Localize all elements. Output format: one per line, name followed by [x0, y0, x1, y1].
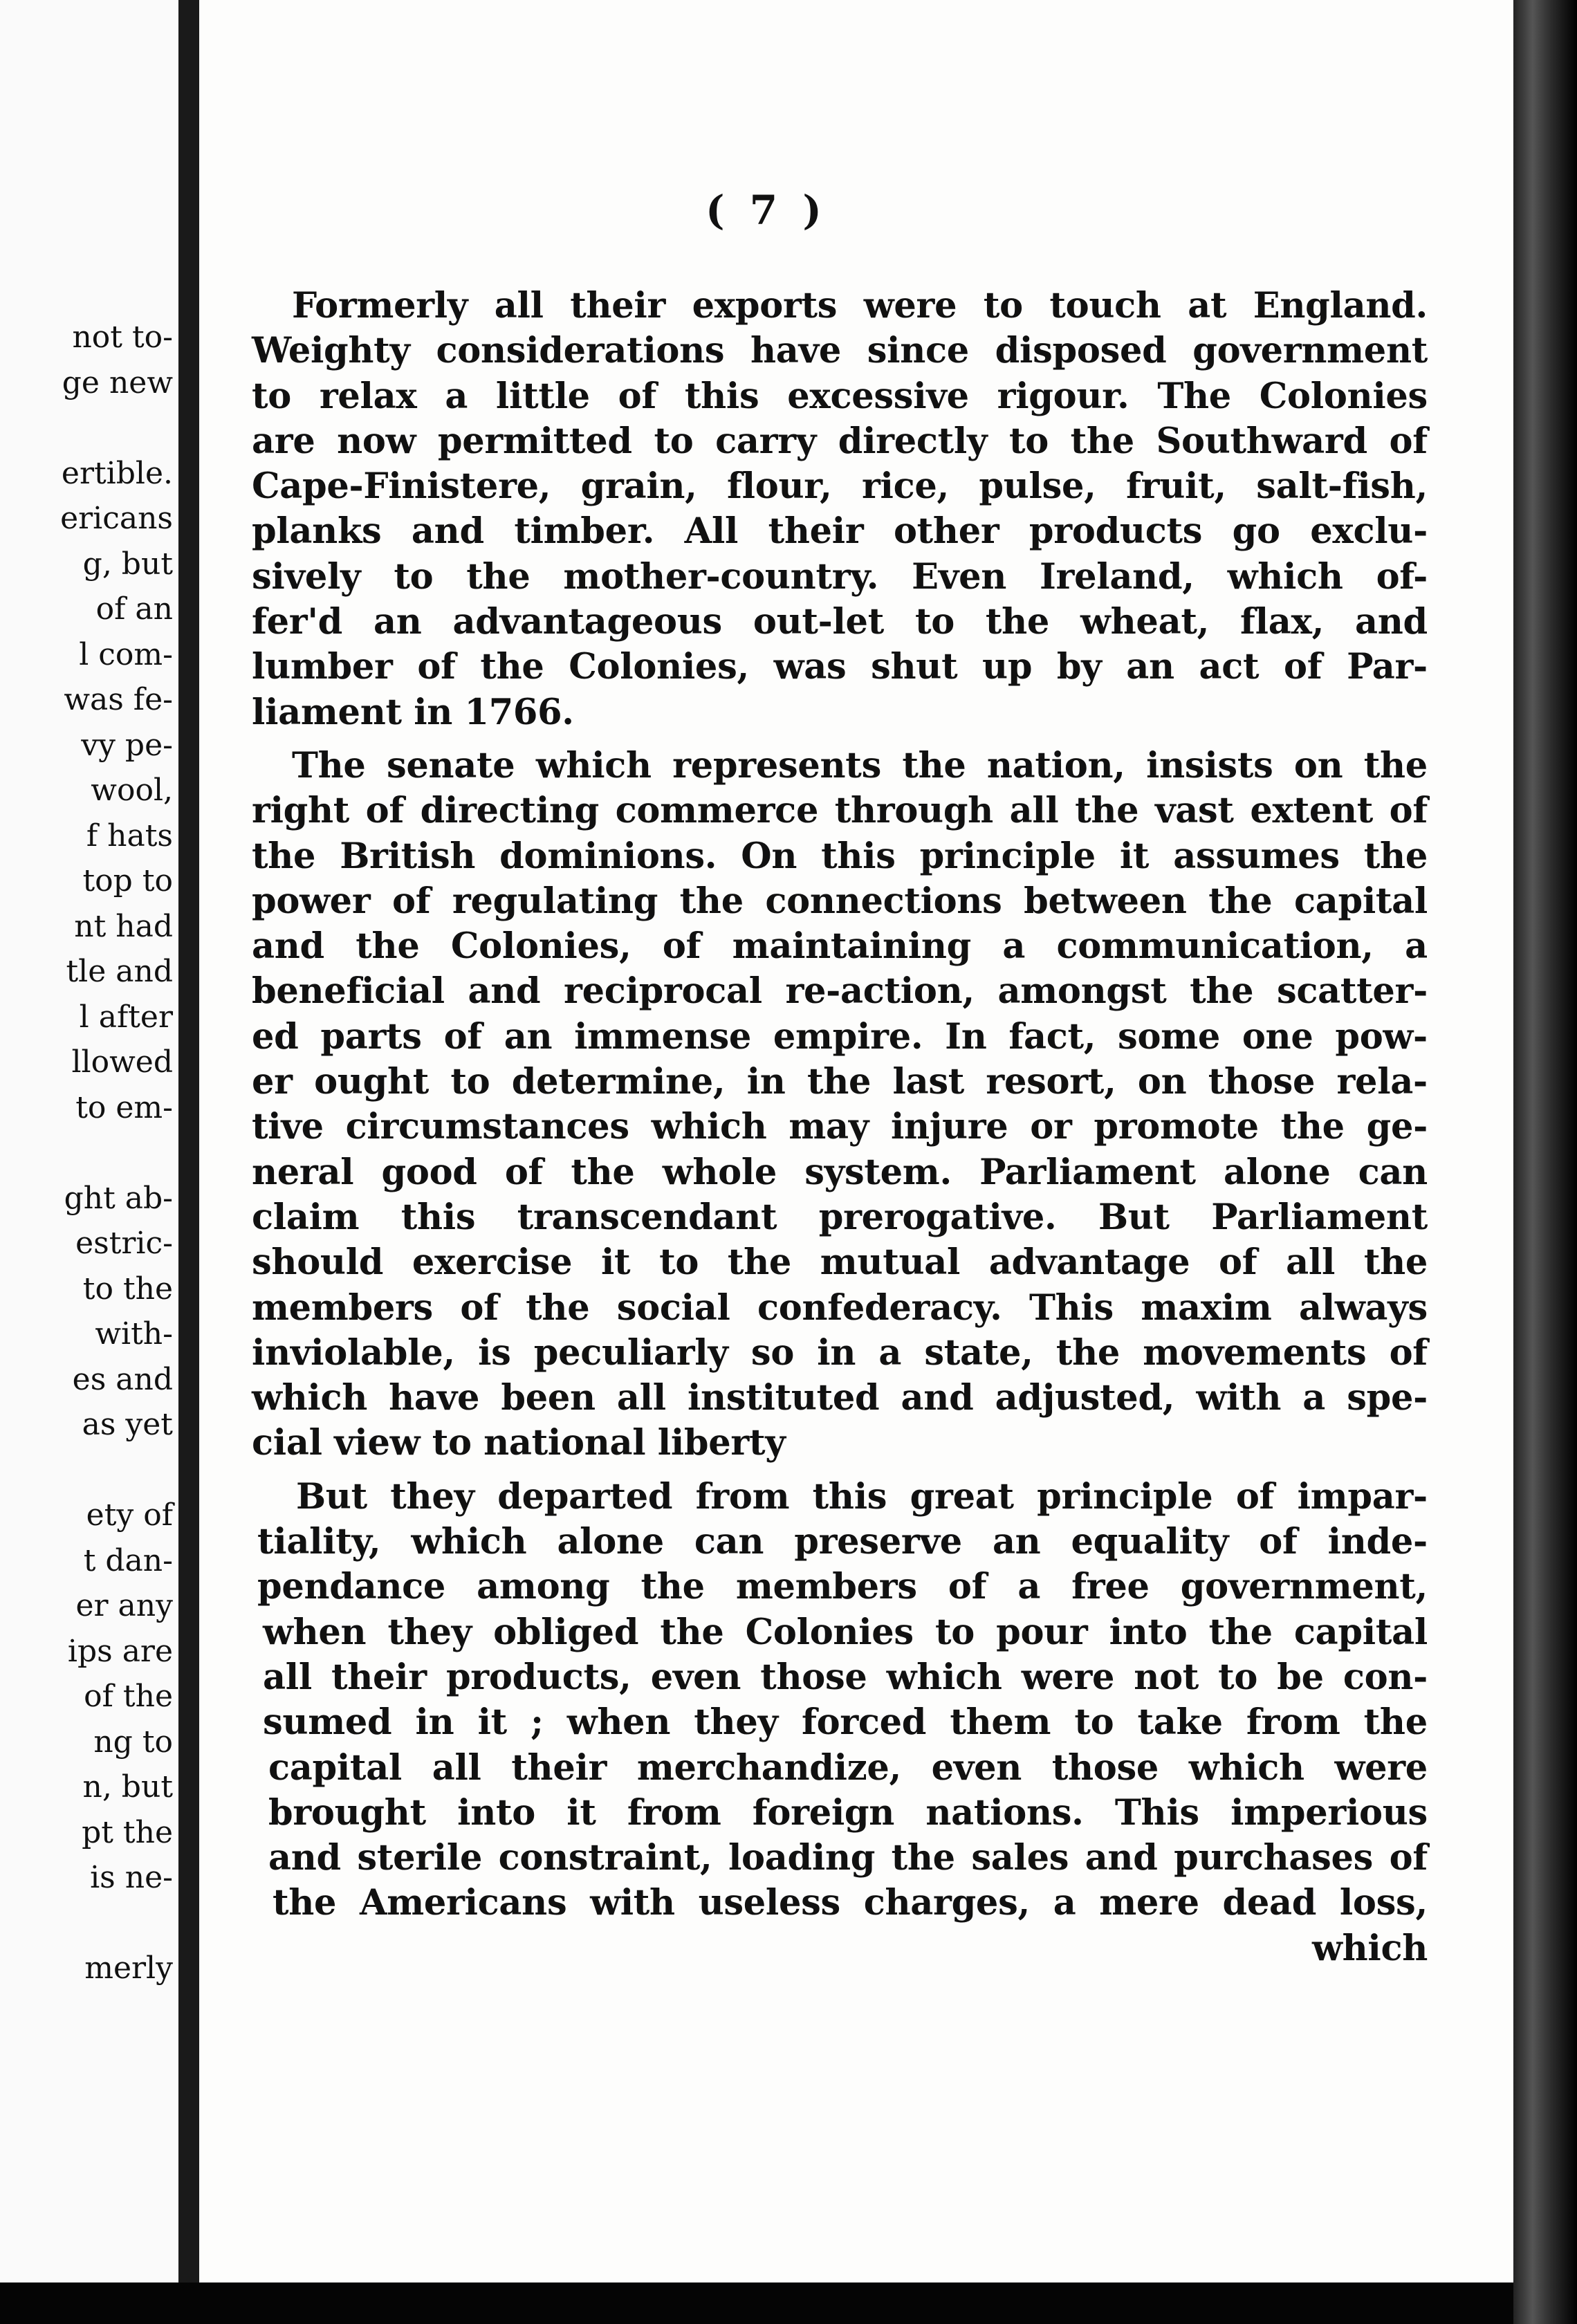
- facing-page-line: not to-: [72, 320, 173, 355]
- text-line: ed parts of an immense empire. In fact, some one pow-: [252, 1015, 1428, 1058]
- scan-border: [0, 2282, 1513, 2324]
- text-line: the Americans with useless charges, a mere dead loss,: [273, 1882, 1428, 1924]
- facing-page-line: g, but: [82, 546, 173, 582]
- text-line: capital all their merchandize, even those which were: [268, 1746, 1428, 1789]
- facing-page-line: llowed: [71, 1044, 173, 1080]
- text-line: which have been all instituted and adjusted, with a spe-: [252, 1377, 1428, 1419]
- facing-page-line: nt had: [74, 908, 173, 944]
- facing-page-line: ght ab-: [64, 1180, 173, 1216]
- text-line: cial view to national liberty: [252, 1422, 786, 1464]
- facing-page-line: ge new: [62, 365, 173, 400]
- text-line: when they obliged the Colonies to pour into the capital: [263, 1611, 1428, 1653]
- facing-page-line: [60, 1901, 173, 1946]
- text-line: sively to the mother-country. Even Ireland, which of-: [252, 555, 1428, 598]
- text-line: are now permitted to carry directly to the Southward of: [252, 420, 1428, 462]
- facing-page-line: merly: [84, 1950, 173, 1986]
- text-line: Weighty considerations have since disposed government: [252, 330, 1428, 372]
- body-text: [252, 284, 1428, 1971]
- facing-page-line: ng to: [93, 1724, 173, 1760]
- page-edge: [1513, 0, 1577, 2324]
- facing-page-line: was fe-: [64, 682, 173, 717]
- facing-page-line: er any: [75, 1588, 173, 1623]
- text-line: brought into it from foreign nations. This imperious: [268, 1791, 1428, 1834]
- text-line: claim this transcendant prerogative. But Parliament: [252, 1196, 1428, 1238]
- text-line: But they departed from this great principle of impar-: [296, 1475, 1428, 1518]
- text-line: all their products, even those which were not to be con-: [263, 1656, 1428, 1698]
- text-line: tiality, which alone can preserve an equality of inde-: [257, 1521, 1428, 1563]
- text-line: members of the social confederacy. This maxim always: [252, 1286, 1428, 1329]
- book-gutter: [178, 0, 199, 2324]
- facing-page-line: to the: [82, 1271, 173, 1307]
- facing-page-line: ericans: [60, 501, 173, 536]
- facing-page-line: wool,: [91, 773, 173, 808]
- facing-page-line: [60, 1130, 173, 1176]
- text-line: sumed in it ; when they forced them to take from the: [263, 1702, 1428, 1744]
- text-line: beneficial and reciprocal re-action, amongst the scatter-: [252, 970, 1428, 1013]
- text-line: tive circumstances which may injure or promote the ge-: [252, 1106, 1428, 1148]
- facing-page-line: pt the: [82, 1814, 173, 1850]
- paragraph-gap: [252, 735, 1428, 744]
- text-line: pendance among the members of a free government,: [257, 1566, 1428, 1608]
- text-line: liament in 1766.: [252, 691, 574, 733]
- text-line: fer'd an advantageous out-let to the wheat, flax, and: [252, 601, 1428, 643]
- facing-page-line: t dan-: [83, 1542, 173, 1578]
- facing-page-line: top to: [82, 863, 173, 898]
- text-line: and the Colonies, of maintaining a communication, a: [252, 925, 1428, 968]
- facing-page-line: of the: [84, 1679, 173, 1714]
- facing-page-line: [60, 405, 173, 451]
- facing-page-line: l after: [79, 999, 173, 1035]
- text-line: inviolable, is peculiarly so in a state, the movements of: [252, 1331, 1428, 1374]
- facing-page-line: with-: [95, 1316, 173, 1352]
- text-line: The senate which represents the nation, insists on the: [292, 744, 1428, 786]
- text-line: Cape-Finistere, grain, flour, rice, pulse, fruit, salt-fish,: [252, 465, 1428, 508]
- page-number: ( 7 ): [706, 187, 827, 234]
- text-line: Formerly all their exports were to touch at England.: [292, 285, 1428, 326]
- facing-page-line: ety of: [86, 1497, 173, 1533]
- facing-page-line: tle and: [66, 954, 173, 989]
- facing-page-line: n, but: [82, 1769, 173, 1805]
- page: [199, 0, 1513, 2289]
- facing-page-line: ips are: [67, 1633, 173, 1669]
- text-line: er ought to determine, in the last resort, on those rela-: [252, 1061, 1428, 1103]
- facing-page-line: ertible.: [61, 455, 173, 491]
- facing-page-line: of an: [95, 591, 173, 627]
- text-line: lumber of the Colonies, was shut up by an act of Par-: [252, 646, 1428, 688]
- paragraph-gap: [252, 1466, 1428, 1475]
- facing-page-line: [60, 1448, 173, 1493]
- text-line: and sterile constraint, loading the sales and purchases of: [268, 1837, 1428, 1879]
- facing-page-fragment: [0, 0, 183, 2282]
- text-line: planks and timber. All their other products go exclu-: [252, 510, 1428, 553]
- text-line: to relax a little of this excessive rigour. The Colonies: [252, 375, 1428, 417]
- facing-page-line: l com-: [79, 636, 173, 672]
- facing-page-line: is ne-: [90, 1860, 173, 1895]
- facing-page-line: vy pe-: [81, 727, 173, 763]
- text-line: neral good of the whole system. Parliament alone can: [252, 1151, 1428, 1193]
- text-line: the British dominions. On this principle it assumes the: [252, 835, 1428, 877]
- facing-page-line: estric-: [75, 1226, 173, 1261]
- facing-page-line: to em-: [75, 1089, 173, 1125]
- facing-page-line: as yet: [82, 1407, 173, 1442]
- facing-page-line: es and: [72, 1361, 173, 1397]
- facing-page-text: [60, 315, 173, 1991]
- text-line: should exercise it to the mutual advantage of all the: [252, 1242, 1428, 1284]
- catchword: which: [1312, 1927, 1428, 1969]
- text-line: right of directing commerce through all the vast extent of: [252, 790, 1428, 832]
- text-line: power of regulating the connections between the capital: [252, 880, 1428, 922]
- facing-page-line: f hats: [86, 818, 173, 854]
